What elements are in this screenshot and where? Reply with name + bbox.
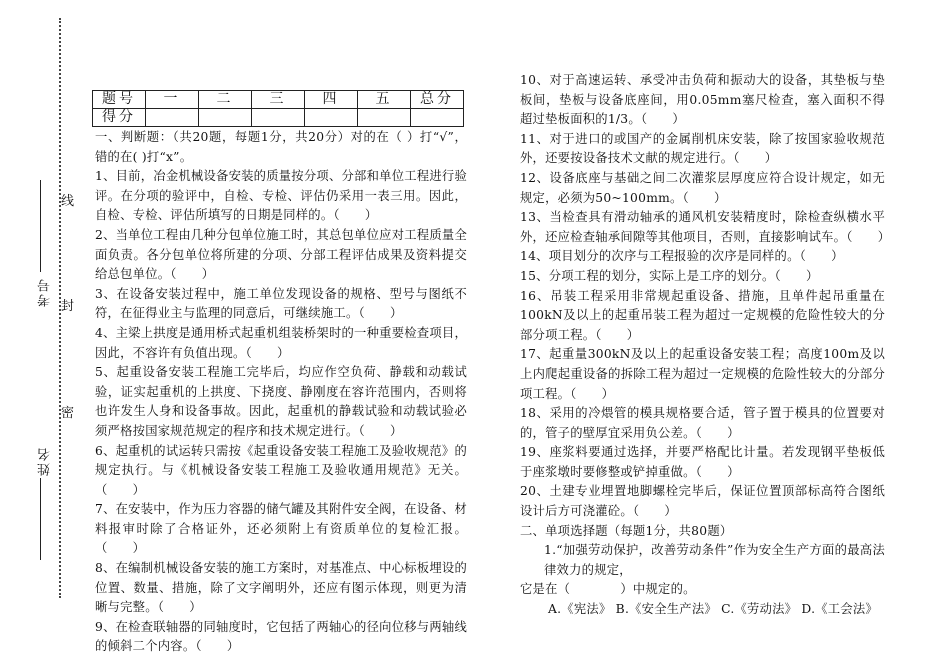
question-item: 5、起重设备安装工程施工完毕后，均应作空负荷、静载和动载试验，证实起重机的上拱度、下挠度、静刚度在容许范围内，否则将也许发生人身和设备事故。因此，起重机的静载试验和动载试验必须严格按国家规范规定的程序和技术规定进行。（ ） bbox=[95, 365, 467, 438]
question-item: 10、对于高速运转、承受冲击负荷和振动大的设备，其垫板与垫板间，垫板与设备底座间，用0.05mm塞尺检查，塞入面积不得超过垫板面积的1/3。（ ） bbox=[520, 73, 885, 127]
score-input-cell[interactable] bbox=[411, 109, 464, 127]
question-item: 9、在检查联轴器的同轴度时，它包括了两轴心的径向位移与两轴线的倾斜二个内容。（ ） bbox=[95, 619, 467, 654]
binding-feng: 封 bbox=[61, 299, 75, 314]
question-item: 3、在设备安装过程中，施工单位发现设备的规格、型号与图纸不符，在征得业主与监理的同意后，可继续施工。（ ） bbox=[95, 286, 467, 321]
score-header-cell: 一 bbox=[146, 91, 199, 109]
score-input-cell[interactable] bbox=[199, 109, 252, 127]
score-row-label: 得分 bbox=[93, 109, 146, 127]
score-header-cell: 题号 bbox=[93, 91, 146, 109]
question-item: 17、起重量300kN及以上的起重设备安装工程；高度100m及以上内爬起重设备的拆除工程为超过一定规模的危险性较大的分部分项工程。（ ） bbox=[520, 347, 885, 401]
question-item: 11、对于进口的或国产的金属削机床安装，除了按国家验收规范外，还要按设备技术文献的规定进行。（ ） bbox=[520, 131, 885, 166]
score-header-cell: 五 bbox=[358, 91, 411, 109]
mc-option-c[interactable]: C.《劳动法》 bbox=[721, 602, 798, 617]
question-item: 7、在安装中，作为压力容器的储气罐及其附件安全阀，在设备、材料报审时除了合格证外，还必须附上有资质单位的复检汇报。（ ） bbox=[95, 502, 467, 556]
score-header-cell: 三 bbox=[252, 91, 305, 109]
question-item: 15、分项工程的划分，实际上是工序的划分。（ ） bbox=[520, 268, 819, 283]
section1-title: 一、判断题：（共20题，每题1分，共20分）对的在（ ）打“√”，错的在( )打“x”。 bbox=[95, 130, 467, 164]
score-table bbox=[92, 90, 464, 127]
mc-option-d[interactable]: D.《工会法》 bbox=[801, 602, 878, 617]
left-column bbox=[95, 128, 467, 657]
question-item: 6、起重机的试运转只需按《起重设备安装工程施工及验收规范》的规定执行。与《机械设备安装工程施工及验收通用规范》无关。（ ） bbox=[95, 443, 467, 497]
question-item: 2、当单位工程由几种分包单位施工时，其总包单位应对工程质量全面负责。各分包单位将所建的分项、分部工程评估成果及资料提交给总包单位。（ ） bbox=[95, 227, 467, 282]
name-label: 姓名 bbox=[38, 446, 53, 476]
question-item: 1、目前，冶金机械设备安装的质量按分项、分部和单位工程进行验评。在分项的验评中，自检、专检、评估仍采用一表三用。因此，自检、专检、评估所填写的日期是同样的。（ ） bbox=[95, 169, 467, 223]
score-input-cell[interactable] bbox=[146, 109, 199, 127]
question-item: 12、设备底座与基础之间二次灌浆层厚度应符合设计规定，如无规定，必须为50~100mm。（ ） bbox=[520, 170, 885, 205]
score-table-score-row bbox=[93, 109, 464, 127]
question-item: 18、采用的冷煨管的模具规格要合适，管子置于模具的位置要对的，管子的壁厚宜采用负公差。（ ） bbox=[520, 406, 885, 440]
mc-option-b[interactable]: B.《安全生产法》 bbox=[615, 602, 717, 617]
score-table-header-row bbox=[93, 91, 464, 109]
binding-xian: 线 bbox=[61, 194, 75, 209]
question-item: 8、在编制机械设备安装的施工方案时，对基准点、中心标板埋设的位置、数量、措施，除了文字阐明外，还应有图示体现，则更为清晰与完整。（ ） bbox=[95, 561, 467, 615]
mc-options bbox=[520, 600, 885, 620]
right-column bbox=[520, 71, 891, 620]
mc-question-stem-2: 它是在（ ）中规定的。 bbox=[520, 582, 696, 597]
score-header-cell: 二 bbox=[199, 91, 252, 109]
mc-option-a[interactable]: A.《宪法》 bbox=[548, 602, 612, 617]
question-item: 4、主梁上拱度是通用桥式起重机组装桥架时的一种重要检查项目，因此，不容许有负值出现。（ ） bbox=[95, 325, 467, 360]
question-item: 20、土建专业埋置地脚螺栓完毕后，保证位置顶部标高符合图纸设计后方可浇灌砼。（ ） bbox=[520, 484, 885, 519]
question-item: 16、吊装工程采用非常规起重设备、措施，且单件起吊重量在100kN及以上的起重吊装工程为超过一定规模的危险性较大的分部分项工程。（ ） bbox=[520, 288, 885, 342]
question-item: 13、当检查具有滑动轴承的通风机安装精度时，除检查纵横水平外，还应检查轴承间隙等其他项目，否则，直接影响试车。（ ） bbox=[520, 210, 891, 244]
score-input-cell[interactable] bbox=[305, 109, 358, 127]
mc-question-stem: 1.“加强劳动保护，改善劳动条件”作为安全生产方面的最高法律效力的规定， bbox=[544, 543, 885, 577]
name-blank-line bbox=[40, 478, 41, 560]
question-item: 19、座浆料要通过选择，并要严格配比计量。若发现钢平垫板低于座浆墩时要修整或铲掉重做。（ ） bbox=[520, 445, 885, 479]
question-item: 14、项目划分的次序与工程报验的次序是同样的。（ ） bbox=[520, 249, 844, 264]
exam-id-label: 考号 bbox=[38, 277, 53, 307]
score-input-cell[interactable] bbox=[358, 109, 411, 127]
score-input-cell[interactable] bbox=[252, 109, 305, 127]
binding-mi: 密 bbox=[61, 406, 75, 421]
exam-id-blank-line bbox=[40, 180, 41, 272]
score-header-cell: 四 bbox=[305, 91, 358, 109]
section2-title: 二、单项选择题（每题1分，共80题） bbox=[520, 523, 733, 538]
score-header-cell: 总分 bbox=[411, 91, 464, 109]
